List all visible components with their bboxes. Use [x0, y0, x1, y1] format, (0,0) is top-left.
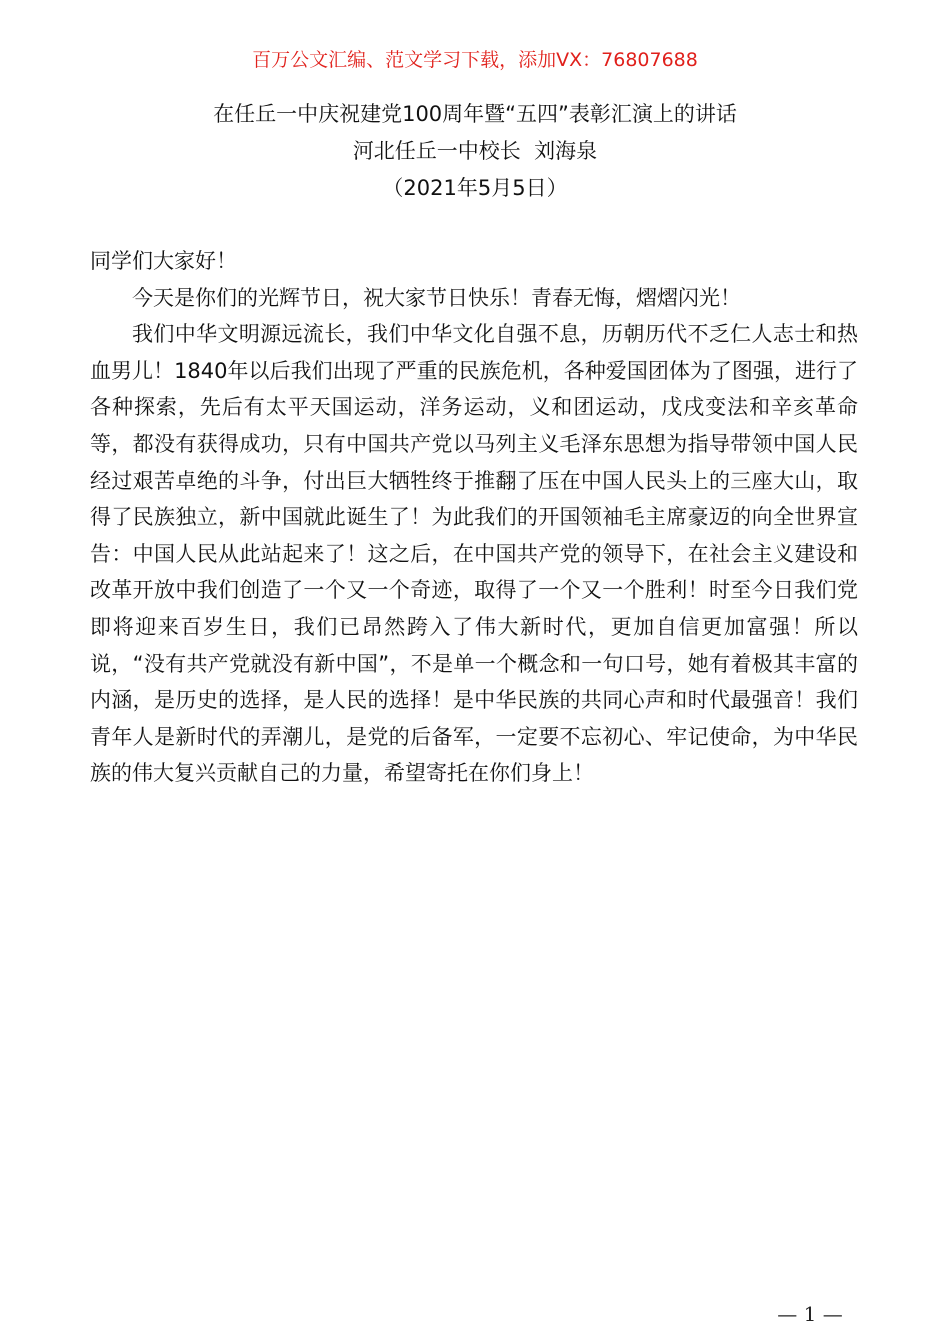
speech-body [90, 243, 858, 792]
title-block [0, 96, 950, 207]
speaker-line: 河北任丘一中校长 刘海泉 [352, 139, 598, 163]
watermark-text: 百万公文汇编、范文学习下载，添加VX：76807688 [252, 49, 698, 71]
date-line: （2021年5月5日） [382, 176, 568, 200]
speech-title: 在任丘一中庆祝建党100周年暨“五四”表彰汇演上的讲话 [213, 102, 737, 126]
paragraph-1: 今天是你们的光辉节日，祝大家节日快乐！青春无悔，熠熠闪光！ [132, 285, 741, 310]
greeting: 同学们大家好！ [90, 249, 237, 273]
paragraph-2: 我们中华文明源远流长，我们中华文化自强不息，历朝历代不乏仁人志士和热血男儿！1840年以后我们出现了严重的民族危机，各种爱国团体为了图强，进行了各种探索，先后有太平天国运动，洋务运动，义和团运动，戊戌变法和辛亥革命等，都没有获得成功，只有中国共产党以马列主义毛泽东思想为指导带领中国人民经过艰苦卓绝的斗争，付出巨大牺牲终于推翻了压在中国人民头上的三座大山，取得了民族独立，新中国就此诞生了！为此我们的开国领袖毛主席豪迈的向全世界宣告：中国人民从此站起来了！这之后，在中国共产党的领导下，在社会主义建设和改革开放中我们创造了一个又一个奇迹，取得了一个又一个胜利！时至今日我们党即将迎来百岁生日，我们已昂然跨入了伟大新时代，更加自信更加富强！所以说，“没有共产党就没有新中国”，不是单一个概念和一句口号，她有着极其丰富的内涵，是历史的选择，是人民的选择！是中华民族的共同心声和时代最强音！我们青年人是新时代的弄潮儿，是党的后备军，一定要不忘初心、牢记使命，为中华民族的伟大复兴贡献自己的力量，希望寄托在你们身上！ [90, 322, 858, 786]
page-number: — 1 — [777, 1302, 843, 1326]
